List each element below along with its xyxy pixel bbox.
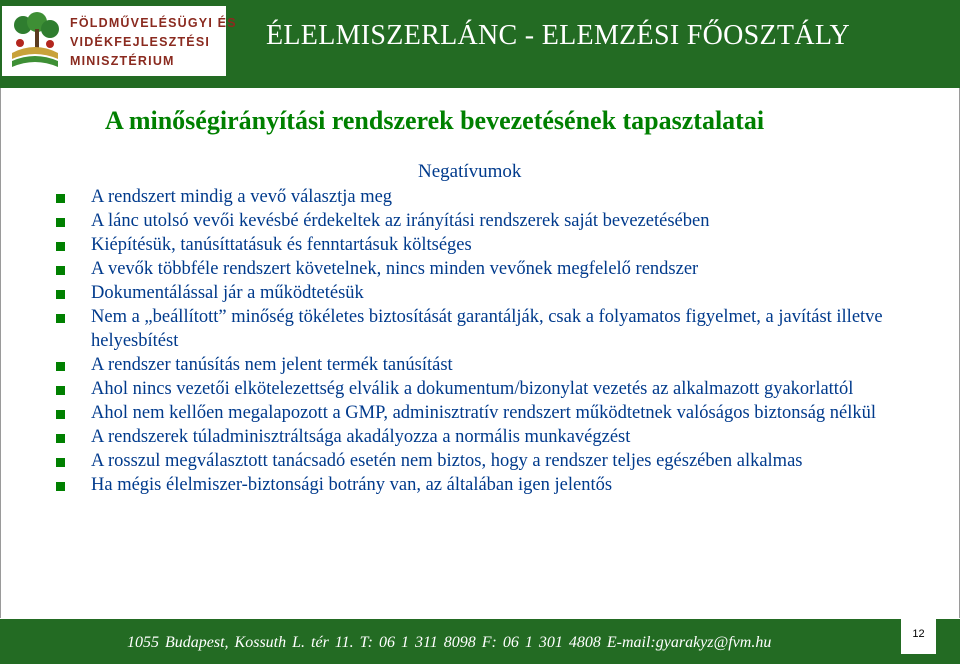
bullet-item — [56, 401, 906, 425]
bullet-text: A rendszerek túladminisztráltsága akadályozza a normális munkavégzést — [91, 427, 631, 447]
section-subheading: Negatívumok — [418, 161, 522, 182]
bullet-text: Ahol nem kellően megalapozott a GMP, adminisztratív rendszert működtetnek valóságos biztonság nélkül — [91, 403, 877, 423]
bullet-item — [56, 449, 906, 473]
square-bullet-icon — [56, 314, 65, 323]
square-bullet-icon — [56, 434, 65, 443]
square-bullet-icon — [56, 194, 65, 203]
ministry-name-line: FÖLDMŰVELÉSÜGYI ÉS — [70, 16, 237, 30]
page-number: 12 — [912, 628, 925, 640]
square-bullet-icon — [56, 362, 65, 371]
bullet-item — [56, 425, 906, 449]
bullet-item — [56, 305, 906, 353]
bullet-text: A vevők többféle rendszert követelnek, nincs minden vevőnek megfelelő rendszer — [91, 259, 699, 279]
footer-bar — [0, 619, 960, 664]
square-bullet-icon — [56, 458, 65, 467]
bullet-item — [56, 281, 906, 305]
bullet-text: Nem a „beállított” minőség tökéletes biztosítását garantálják, csak a folyamatos figyelmet, a javítást illetve helyesbítést — [91, 307, 883, 351]
ministry-logo — [2, 6, 237, 76]
ministry-name-line: VIDÉKFEJLESZTÉSI — [70, 35, 211, 49]
bullet-item — [56, 353, 906, 377]
ministry-emblem-icon — [6, 11, 64, 71]
bullet-item — [56, 257, 906, 281]
square-bullet-icon — [56, 410, 65, 419]
square-bullet-icon — [56, 290, 65, 299]
square-bullet-icon — [56, 266, 65, 275]
bullet-text: Dokumentálással jár a működtetésük — [91, 283, 364, 303]
bullet-item — [56, 377, 906, 401]
ministry-name — [70, 14, 237, 71]
bullet-text: Ha mégis élelmiszer-biztonsági botrány van, az általában igen jelentős — [91, 475, 613, 495]
bullet-list — [56, 185, 906, 497]
bullet-item — [56, 185, 906, 209]
header-bar — [0, 0, 960, 88]
bullet-text: A rendszer tanúsítás nem jelent termék tanúsítást — [91, 355, 453, 375]
bullet-text: A rendszert mindig a vevő választja meg — [91, 187, 393, 207]
square-bullet-icon — [56, 218, 65, 227]
slide-title: A minőségirányítási rendszerek bevezetésének tapasztalatai — [105, 106, 765, 135]
bullet-text: Kiépítésük, tanúsíttatásuk és fenntartásuk költséges — [91, 235, 472, 255]
footer-contact: 1055 Budapest, Kossuth L. tér 11. T: 06 1 311 8098 F: 06 1 301 4808 E-mail:gyarakyz@fvm.hu — [127, 634, 772, 651]
bullet-text: Ahol nincs vezetői elkötelezettség elválik a dokumentum/bizonylat vezetés az alkalmazott gyakorlattól — [91, 379, 854, 399]
bullet-text: A rosszul megválasztott tanácsadó esetén nem biztos, hogy a rendszer teljes egészében alkalmas — [91, 451, 803, 471]
bullet-text: A lánc utolsó vevői kevésbé érdekeltek az irányítási rendszerek saját bevezetésében — [91, 211, 710, 231]
square-bullet-icon — [56, 242, 65, 251]
square-bullet-icon — [56, 482, 65, 491]
ministry-name-line: MINISZTÉRIUM — [70, 54, 175, 68]
page-number-box — [901, 614, 936, 654]
bullet-item — [56, 473, 906, 497]
bullet-item — [56, 233, 906, 257]
department-title: ÉLELMISZERLÁNC - ELEMZÉSI FŐOSZTÁLY — [266, 20, 850, 51]
bullet-item — [56, 209, 906, 233]
square-bullet-icon — [56, 386, 65, 395]
